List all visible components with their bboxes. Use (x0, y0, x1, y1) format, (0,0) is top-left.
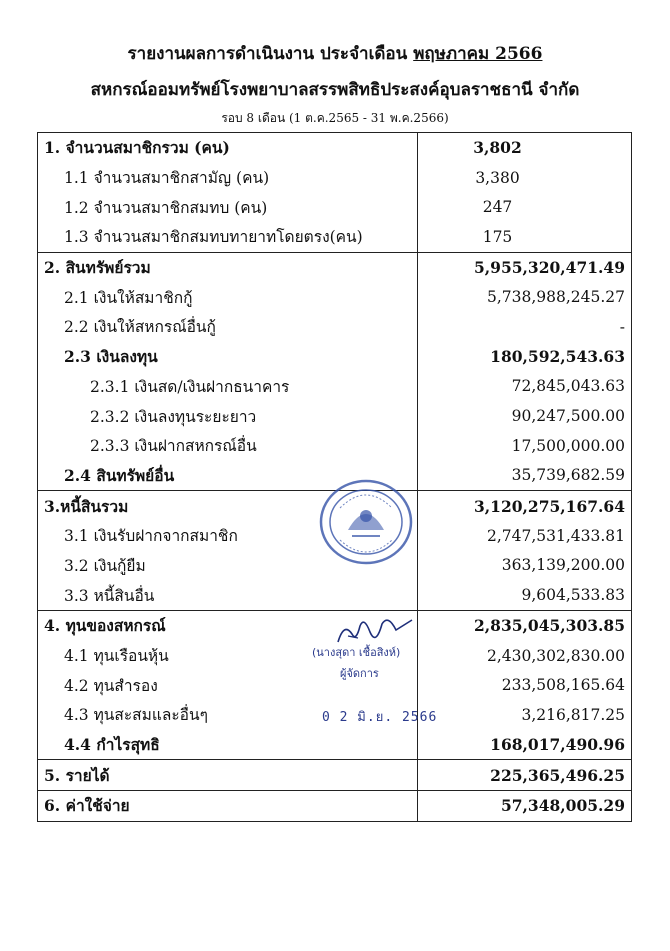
row-value: 2,430,302,830.00 (418, 641, 632, 671)
row-value: 180,592,543.63 (418, 342, 632, 372)
row-value: 3,120,275,167.64 (418, 491, 632, 521)
row-value: 233,508,165.64 (418, 670, 632, 700)
title-month: พฤษภาคม 2566 (413, 44, 543, 64)
row-label: 4.2 ทุนสำรอง (38, 670, 418, 700)
report-row (38, 222, 632, 252)
row-value: 3,216,817.25 (418, 700, 632, 730)
row-value: 175 (418, 222, 632, 252)
report-row (38, 312, 632, 342)
row-label: 1. จำนวนสมาชิกรวม (คน) (38, 133, 418, 163)
signatory-role: ผู้จัดการ (340, 667, 379, 680)
report-row (38, 580, 632, 610)
date-stamp: 0 2 มิ.ย. 2566 (322, 710, 438, 725)
row-value: 9,604,533.83 (418, 580, 632, 610)
report-row (38, 192, 632, 222)
row-label: 2.2 เงินให้สหกรณ์อื่นกู้ (38, 312, 418, 342)
report-row (38, 401, 632, 431)
row-value: - (418, 312, 632, 342)
report-row (38, 670, 632, 700)
row-value: 72,845,043.63 (418, 372, 632, 402)
report-row (38, 791, 632, 822)
row-value: 2,835,045,303.85 (418, 611, 632, 641)
row-label: 2.1 เงินให้สมาชิกกู้ (38, 282, 418, 312)
row-value: 17,500,000.00 (418, 431, 632, 461)
cooperative-seal-stamp (318, 478, 414, 566)
row-value: 2,747,531,433.81 (418, 521, 632, 551)
row-label: 2.3 เงินลงทุน (38, 342, 418, 372)
row-label: 2.3.2 เงินลงทุนระยะยาว (38, 401, 418, 431)
row-value: 225,365,496.25 (418, 760, 632, 791)
row-value: 90,247,500.00 (418, 401, 632, 431)
row-label: 1.3 จำนวนสมาชิกสมทบทายาทโดยตรง(คน) (38, 222, 418, 252)
report-row (38, 133, 632, 163)
row-label: 4.3 ทุนสะสมและอื่นๆ (38, 700, 418, 730)
organization-name: สหกรณ์ออมทรัพย์โรงพยาบาลสรรพสิทธิประสงค์อุบลราชธานี จำกัด (90, 80, 580, 100)
report-row (38, 730, 632, 760)
row-value: 168,017,490.96 (418, 730, 632, 760)
row-label: 4. ทุนของสหกรณ์ (38, 611, 418, 641)
row-label: 2.4 สินทรัพย์อื่น (38, 461, 418, 491)
report-row (38, 760, 632, 791)
row-value: 247 (418, 192, 632, 222)
report-row (38, 372, 632, 402)
row-value: 35,739,682.59 (418, 461, 632, 491)
row-value: 363,139,200.00 (418, 551, 632, 581)
row-value: 3,802 (418, 133, 632, 163)
report-row (38, 163, 632, 193)
row-value: 57,348,005.29 (418, 791, 632, 822)
report-row (38, 431, 632, 461)
report-row (38, 252, 632, 282)
signatory-name: (นางสุดา เชื้อสิงห์) (312, 646, 401, 659)
row-label: 1.2 จำนวนสมาชิกสมทบ (คน) (38, 192, 418, 222)
row-label: 3.3 หนี้สินอื่น (38, 580, 418, 610)
row-label: 1.1 จำนวนสมาชิกสามัญ (คน) (38, 163, 418, 193)
row-label: 5. รายได้ (38, 760, 418, 791)
row-label: 4.4 กำไรสุทธิ (38, 730, 418, 760)
row-label: 2. สินทรัพย์รวม (38, 252, 418, 282)
title-prefix: รายงานผลการดำเนินงาน ประจำเดือน (127, 44, 408, 64)
row-label: 2.3.1 เงินสด/เงินฝากธนาคาร (38, 372, 418, 402)
report-title (0, 40, 670, 67)
row-value: 3,380 (418, 163, 632, 193)
row-label: 3.2 เงินกู้ยืม (38, 551, 418, 581)
report-row (38, 282, 632, 312)
row-value: 5,955,320,471.49 (418, 252, 632, 282)
row-label: 4.1 ทุนเรือนหุ้น (38, 641, 418, 671)
row-label: 2.3.3 เงินฝากสหกรณ์อื่น (38, 431, 418, 461)
row-label: 3.1 เงินรับฝากจากสมาชิก (38, 521, 418, 551)
report-period: รอบ 8 เดือน (1 ต.ค.2565 - 31 พ.ค.2566) (221, 111, 449, 125)
row-label: 6. ค่าใช้จ่าย (38, 791, 418, 822)
row-label: 3.หนี้สินรวม (38, 491, 418, 521)
report-row (38, 342, 632, 372)
row-value: 5,738,988,245.27 (418, 282, 632, 312)
